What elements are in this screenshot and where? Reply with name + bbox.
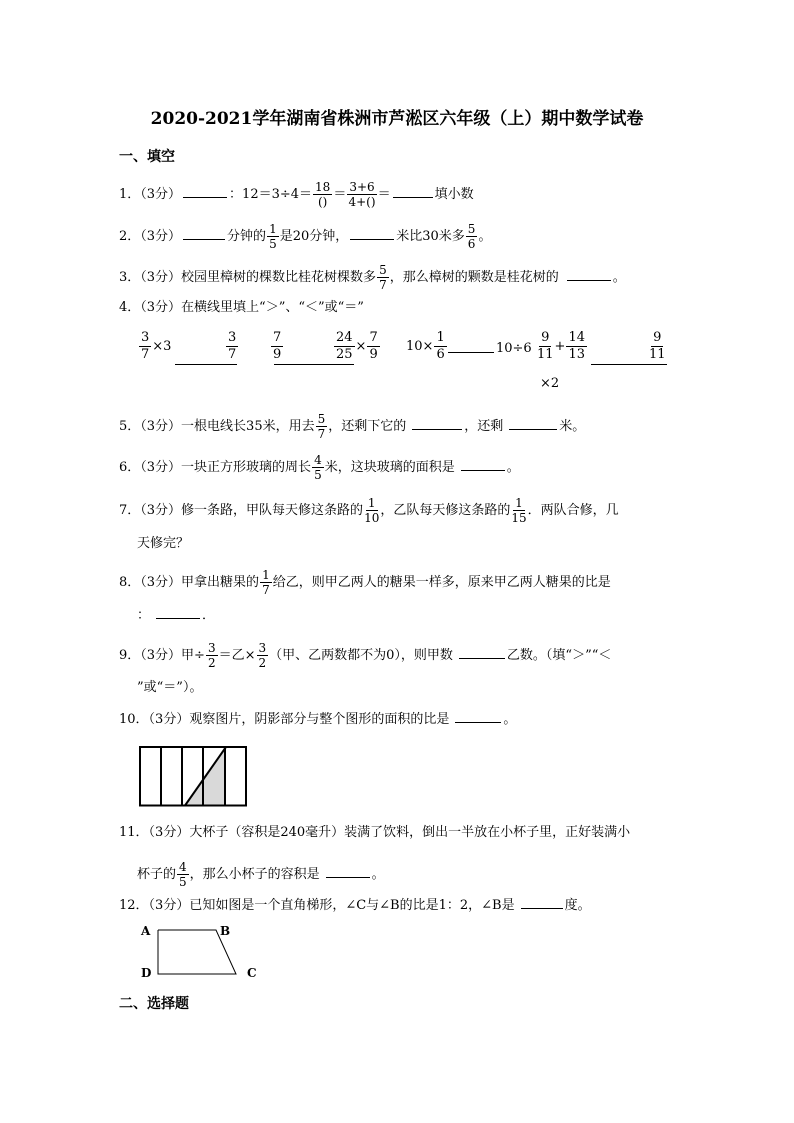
question-10 — [119, 710, 516, 730]
compare-item-2-right: $\frac{24}{25}$ × $\frac{7}{9}$ — [336, 330, 378, 362]
fraction: $\frac{3}{2}$ — [207, 641, 216, 670]
answer-blank — [183, 196, 227, 198]
question-1 — [119, 180, 474, 209]
fraction: $\frac{4}{5}$ — [179, 860, 187, 889]
answer-blank — [156, 617, 200, 619]
question-number: 2．（3分） — [119, 229, 182, 244]
answer-blank — [448, 352, 494, 353]
question-text: 乙数。（填“＞”“＜ — [506, 648, 612, 663]
question-text: 修一条路，甲队每天修这条路的 — [181, 503, 364, 518]
question-number: 11．（3分） — [119, 825, 190, 840]
fraction: 18 () — [315, 180, 331, 209]
answer-blank — [412, 428, 462, 430]
question-text: （甲、乙两数都不为0），则甲数 — [269, 648, 453, 663]
question-7 — [119, 496, 619, 525]
fraction: $\frac{3+6}{4+()}$ — [348, 180, 376, 209]
question-number: 4．（3分） — [119, 300, 182, 315]
fraction: $\frac{5}{6}$ — [467, 222, 476, 251]
compare-item-2-left: $\frac{7}{9}$ — [273, 330, 282, 362]
compare-item-4-right: $\frac{9}{11}$ — [649, 330, 666, 362]
vertex-label-d: D — [141, 966, 152, 980]
fraction: $\frac{4}{5}$ — [314, 453, 322, 482]
question-number: 12．（3分） — [119, 898, 190, 913]
question-text: 分钟的 — [227, 229, 267, 244]
fraction: $\frac{1}{15}$ — [511, 496, 527, 525]
compare-item-3-right: 10÷6 — [496, 341, 532, 356]
fraction: $\frac{1}{5}$ — [269, 222, 277, 251]
question-text: 米。 — [559, 419, 586, 434]
answer-blank — [455, 721, 501, 723]
question-12 — [119, 896, 591, 916]
question-text: ，还剩 — [464, 419, 504, 434]
question-text: 填小数 — [434, 187, 474, 202]
vertex-label-c: C — [247, 966, 257, 980]
question-text: 大杯子（容积是240毫升）装满了饮料，倒出一半放在小杯子里，正好装满小 — [189, 825, 631, 840]
question-text: ：12＝3÷4＝ — [229, 187, 313, 202]
page-title: 2020-2021学年湖南省株洲市芦淞区六年级（上）期中数学试卷 — [150, 109, 644, 129]
question-text: ＝ — [377, 187, 391, 202]
question-text: 米比30米多 — [396, 229, 465, 244]
question-number: 8．（3分） — [119, 575, 182, 590]
compare-item-4-suffix: ×2 — [540, 376, 560, 391]
answer-blank — [393, 196, 433, 198]
section-heading-fill: 一、填空 — [119, 149, 175, 165]
question-11 — [119, 823, 630, 843]
fraction: $\frac{1}{7}$ — [262, 568, 270, 597]
answer-blank — [326, 876, 370, 878]
question-number: 5．（3分） — [119, 419, 182, 434]
question-2 — [119, 222, 491, 251]
fraction: $\frac{1}{10}$ — [364, 496, 380, 525]
section-heading-choice: 二、选择题 — [119, 996, 189, 1012]
question-text: 甲÷ — [181, 648, 205, 663]
question-text: 度。 — [564, 898, 591, 913]
question-3 — [119, 263, 626, 292]
question-text: 甲拿出糖果的 — [181, 575, 260, 590]
question-number: 7．（3分） — [119, 503, 182, 518]
question-11-continued: 杯子的 $\frac{4}{5}$ ，那么小杯子的容积是 。 — [137, 860, 385, 889]
question-text: 。 — [478, 229, 492, 244]
question-7-continued: 天修完？ — [137, 536, 190, 551]
question-text: ．两队合修，几 — [527, 503, 619, 518]
question-number: 10．（3分） — [119, 712, 190, 727]
question-number: 6．（3分） — [119, 460, 182, 475]
question-text: 观察图片，阴影部分与整个图形的面积的比是 — [189, 712, 450, 727]
answer-blank — [509, 428, 557, 430]
answer-blank — [175, 364, 237, 365]
question-number: 9．（3分） — [119, 648, 182, 663]
question-8-continued: ： ． — [137, 608, 216, 623]
question-text: 校园里樟树的棵数比桂花树棵数多 — [181, 270, 377, 285]
answer-blank — [591, 364, 667, 365]
question-text: 米，这块玻璃的面积是 — [324, 460, 455, 475]
compare-item-3-left: 10× $\frac{1}{6}$ — [406, 330, 445, 362]
answer-blank — [461, 469, 505, 471]
question-5 — [119, 412, 585, 441]
compare-item-4-left: $\frac{9}{11}$ + $\frac{14}{13}$ — [537, 330, 585, 362]
question-text: 已知如图是一个直角梯形，∠C与∠B的比是1：2，∠B是 — [189, 898, 515, 913]
question-text: ，还剩下它的 — [328, 419, 407, 434]
answer-blank — [183, 238, 225, 240]
vertex-label-b: B — [220, 924, 231, 938]
answer-blank — [350, 238, 394, 240]
question-text: ＝ — [333, 187, 347, 202]
compare-item-1-right: $\frac{3}{7}$ — [228, 330, 237, 362]
fraction: $\frac{5}{7}$ — [317, 412, 326, 441]
question-text: 。 — [506, 460, 520, 475]
question-text: 。 — [612, 270, 626, 285]
fraction: $\frac{5}{7}$ — [379, 263, 387, 292]
question-text: 在横线里填上“＞”、“＜”或“＝” — [181, 300, 364, 315]
answer-blank — [274, 364, 354, 365]
compare-item-1-left: $\frac{3}{7}$ ×3 — [141, 330, 172, 362]
question-9 — [119, 641, 611, 670]
vertex-label-a: A — [141, 924, 151, 938]
rectangle-shaded-figure — [138, 744, 250, 808]
question-text: 是20分钟， — [279, 229, 349, 244]
answer-blank — [459, 657, 505, 659]
question-text: ，那么樟树的颗数是桂花树的 — [389, 270, 559, 285]
question-text: 一块正方形玻璃的周长 — [181, 460, 312, 475]
question-4 — [119, 298, 364, 318]
question-text: ＝乙× — [218, 648, 256, 663]
question-9-continued: ”或“＝”）。 — [137, 680, 203, 695]
question-8 — [119, 568, 611, 597]
question-number: 1．（3分） — [119, 187, 182, 202]
question-6 — [119, 453, 520, 482]
question-text: 。 — [503, 712, 517, 727]
answer-blank — [567, 279, 611, 281]
fraction: $\frac{3}{2}$ — [258, 641, 267, 670]
answer-blank — [521, 907, 563, 909]
question-text: 给乙，则甲乙两人的糖果一样多，原来甲乙两人糖果的比是 — [272, 575, 611, 590]
question-number: 3．（3分） — [119, 270, 182, 285]
question-text: 一根电线长35米，用去 — [181, 419, 315, 434]
question-text: ，乙队每天修这条路的 — [380, 503, 511, 518]
